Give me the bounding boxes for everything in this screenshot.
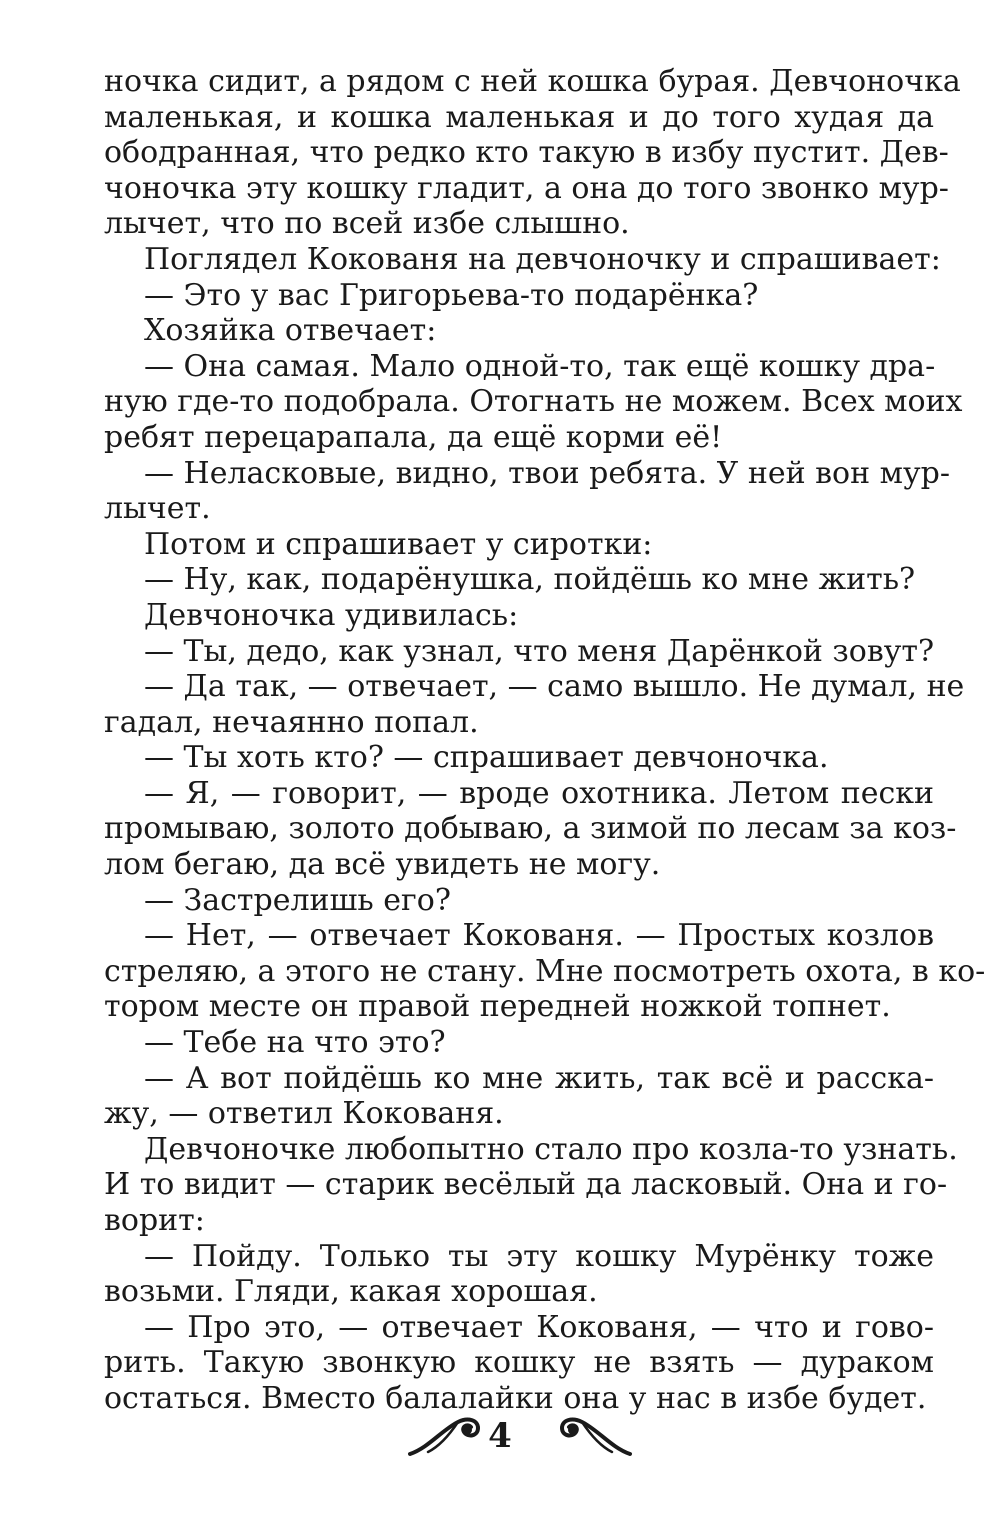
text-line: Девчоночка удивилась: (144, 597, 519, 633)
text-line: рить. Такую звонкую кошку не взять — дураком (104, 1345, 934, 1381)
text-line: жу, — ответил Кокованя. (104, 1096, 504, 1132)
text-line: ребят перецарапала, да ещё корми её! (104, 419, 723, 455)
text-line: — Ну, как, подарёнушка, пойдёшь ко мне жить? (144, 562, 916, 598)
text-line: — Тебе на что это? (144, 1025, 446, 1061)
text-line: — Я, — говорит, — вроде охотника. Летом пески (144, 775, 934, 811)
text-line: — Про это, — отвечает Кокованя, — что и гово- (144, 1309, 934, 1345)
text-line: — Ты, дедо, как узнал, что меня Дарёнкой зовут? (144, 633, 935, 669)
text-line: ночка сидит, а рядом с ней кошка бурая. Девчоночка (104, 64, 961, 99)
text-line: ворит: (104, 1203, 205, 1238)
text-line: маленькая, и кошка маленькая и до того худая да (104, 99, 934, 135)
text-line: гадал, нечаянно попал. (104, 704, 479, 740)
text-line: — Нет, — отвечает Кокованя. — Простых козлов (144, 918, 934, 954)
text-block (104, 64, 986, 1417)
text-line: остаться. Вместо балалайки она у нас в избе будет. (104, 1380, 927, 1416)
text-line: — Застрелишь его? (144, 882, 451, 918)
text-line: — Пойду. Только ты эту кошку Мурёнку тоже (144, 1238, 934, 1274)
text-line: — А вот пойдёшь ко мне жить, так всё и расска- (144, 1060, 934, 1096)
text-line: — Ты хоть кто? — спрашивает девчоночка. (144, 740, 829, 776)
text-line: — Она самая. Мало одной-то, так ещё кошку дра- (144, 348, 936, 384)
text-line: Потом и спрашивает у сиротки: (144, 526, 653, 562)
page-folio (0, 1408, 1000, 1468)
text-line: тором месте он правой передней ножкой топнет. (104, 989, 891, 1025)
text-line: лычет, что по всей избе слышно. (104, 206, 630, 242)
text-line: ободранная, что редко кто такую в избу пустит. Дев- (104, 135, 949, 171)
text-line: И то видит — старик весёлый да ласковый. Она и го- (104, 1167, 948, 1203)
text-line: Хозяйка отвечает: (144, 313, 437, 349)
text-line: — Да так, — отвечает, — само вышло. Не думал, не (144, 669, 965, 705)
text-line: лычет. (104, 491, 211, 527)
text-line: стреляю, а этого не стану. Мне посмотреть охота, в ко- (104, 953, 986, 989)
text-line: — Это у вас Григорьева-то подарёнка? (144, 277, 759, 313)
text-line: чоночка эту кошку гладит, а она до того звонко мур- (104, 170, 949, 206)
text-line: промываю, золото добываю, а зимой по лесам за коз- (104, 811, 957, 847)
text-line: Девчоночке любопытно стало про козла-то узнать. (144, 1131, 958, 1167)
page-number: 4 (488, 1416, 512, 1456)
text-line: лом бегаю, да всё увидеть не могу. (104, 847, 661, 883)
text-line: Поглядел Кокованя на девчоночку и спрашивает: (144, 241, 941, 277)
text-line: — Неласковые, видно, твои ребята. У ней вон мур- (144, 455, 950, 491)
text-line: ную где-то подобрала. Отогнать не можем. Всех моих (104, 384, 963, 420)
text-line: возьми. Гляди, какая хорошая. (104, 1274, 598, 1310)
